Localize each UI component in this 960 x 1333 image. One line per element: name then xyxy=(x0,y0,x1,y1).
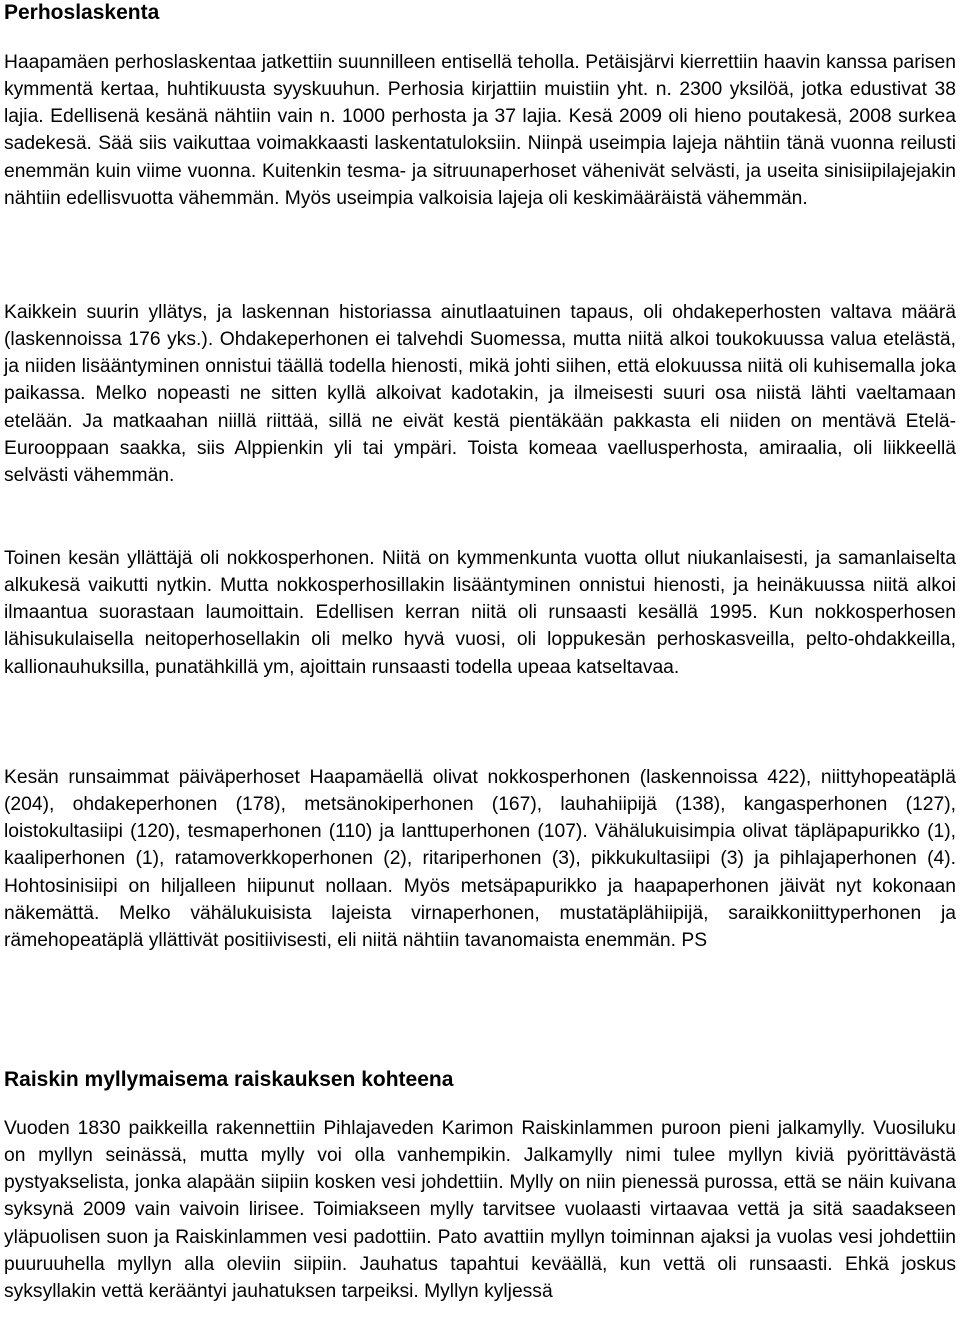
section-heading-raiskin-myllymaisema: Raiskin myllymaisema raiskauksen kohteena xyxy=(4,1068,454,1091)
paragraph: Haapamäen perhoslaskentaa jatkettiin suunnilleen entisellä teholla. Petäisjärvi kierrettiin haavin kanssa parisen kymmentä kertaa, huhtikuusta syyskuuhun. Perhosia kirjattiin muistiin yht. n. 2300 yksilöä, jotka edustivat 38 lajia. Edellisenä kesänä nähtiin vain n. 1000 perhosta ja 37 lajia. Kesä 2009 oli hieno poutakesä, 2008 surkea sadekesä. Sää siis vaikuttaa voimakkaasti laskentatuloksiin. Niinpä useimpia lajeja nähtiin tänä vuonna reilusti enemmän kuin viime vuonna. Kuitenkin tesma- ja sitruunaperhoset vähenivät selvästi, ja useita sinisiipilajejakin nähtiin edellisvuotta vähemmän. Myös useimpia valkoisia lajeja oli keskimääräistä vähemmän. xyxy=(4,52,956,209)
paragraph: Vuoden 1830 paikkeilla rakennettiin Pihlajaveden Karimon Raiskinlammen puroon pieni jalkamylly. Vuosiluku on myllyn seinässä, mutta mylly voi olla vanhempikin. Jalkamylly nimi tulee myllyn kiviä pyörittävästä pystyakselista, jonka alapään siipiin kosken vesi johdettiin. Mylly on niin pienessä purossa, että se näin kuivana syksynä 2009 vain vaivoin lirisee. Toimiakseen mylly tarvitsee vuolaasti virtaavaa vettä ja sitä saadakseen yläpuolisen suon ja Raiskinlammen vesi padottiin. Pato avattiin myllyn toiminnan ajaksi ja vuolas vesi johdettiin puuruuhella myllyn alla oleviin siipiin. Jauhatus tapahtui keväällä, kun vettä oli runsaasti. Ehkä joskus syksyllakin vettä kerääntyi jauhatuksen tarpeiksi. Myllyn kyljessä xyxy=(4,1118,956,1302)
paragraph: Kaikkein suurin yllätys, ja laskennan historiassa ainutlaatuinen tapaus, oli ohdakeperhosten valtava määrä (laskennoissa 176 yks.). Ohdakeperhonen ei talvehdi Suomessa, mutta niitä alkoi toukokuussa valua etelästä, ja niiden lisääntyminen onnistui täällä todella hienosti, mikä johti siihen, että elokuussa niitä oli kuhisemalla joka paikassa. Melko nopeasti ne sitten kyllä alkoivat kadotakin, ja ilmeisesti suuri osa niistä lähti vaeltamaan etelään. Ja matkaahan niillä riittää, sillä ne eivät kestä pientäkään pakkasta eli niiden on mentävä Etelä-Eurooppaan saakka, siis Alppienkin yli tai ympäri. Toista komeaa vaellusperhosta, amiraalia, oli liikkeellä selvästi vähemmän. xyxy=(4,302,956,486)
paragraph: Kesän runsaimmat päiväperhoset Haapamäellä olivat nokkosperhonen (laskennoissa 422), niittyhopeatäplä (204), ohdakeperhonen (178), metsänokiperhonen (167), lauhahiipijä (138), kangasperhonen (127), loistokultasiipi (120), tesmaperhonen (110) ja lanttuperhonen (107). Vähälukuisimpia olivat täpläpapurikko (1), kaaliperhonen (1), ratamoverkkoperhonen (2), ritariperhonen (3), pikkukultasiipi (3) ja pihlajaperhonen (4). Hohtosinisiipi on hiljalleen hiipunut nollaan. Myös metsäpapurikko ja haapaperhonen jäivät nyt kokonaan näkemättä. Melko vähälukuisista lajeista virnaperhonen, mustatäplähiipijä, saraikkoniittyperhonen ja rämehopeatäplä yllättivät positiivisesti, eli niitä nähtiin tavanomaista enemmän. PS xyxy=(4,767,956,951)
section-heading-perhoslaskenta: Perhoslaskenta xyxy=(4,1,160,24)
paragraph: Toinen kesän yllättäjä oli nokkosperhonen. Niitä on kymmenkunta vuotta ollut niukanlaisesti, ja samanlaiselta alkukesä vaikutti nytkin. Mutta nokkosperhosillakin lisääntyminen onnistui hienosti, ja heinäkuussa niitä alkoi ilmaantua suorastaan laumoittain. Edellisen kerran niitä oli runsaasti kesällä 1995. Kun nokkosperhosen lähisukulaisella neitoperhosellakin oli melko hyvä vuosi, oli loppukesän perhoskasveilla, pelto-ohdakkeilla, kallionauhuksilla, punatähkillä ym, ajoittain runsaasti todella upeaa katseltavaa. xyxy=(4,548,956,678)
